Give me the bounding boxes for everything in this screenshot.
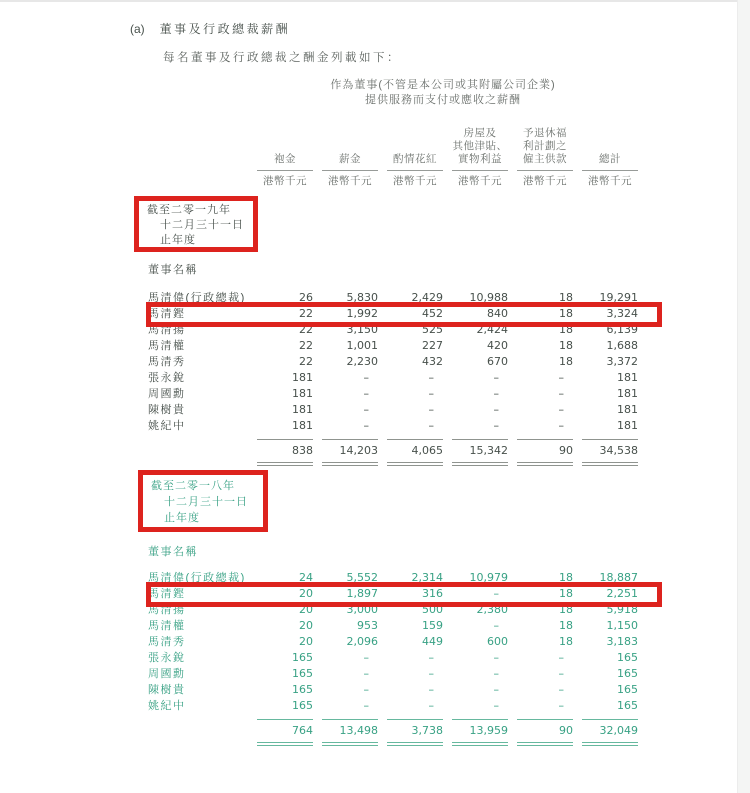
- value-cell: 165: [292, 651, 313, 664]
- value-cell: –: [558, 699, 564, 712]
- value-cell: 181: [292, 419, 313, 432]
- value-cell: 181: [617, 419, 638, 432]
- value-cell: 18,887: [599, 571, 638, 584]
- table-row: [148, 698, 638, 714]
- remuneration-table-2019: [148, 290, 638, 469]
- single-rule: [452, 719, 508, 720]
- remuneration-table-2018: [148, 570, 638, 749]
- single-rule: [517, 439, 573, 440]
- rule-cell: [573, 714, 638, 723]
- value-cell: 525: [422, 323, 443, 336]
- table-row: [148, 666, 638, 682]
- value-cell: 18: [559, 587, 573, 600]
- totals-rule-row: [148, 714, 638, 723]
- column-title-line: 其他津貼、: [452, 140, 508, 152]
- value-cell: 432: [422, 355, 443, 368]
- table-row: [148, 354, 638, 370]
- rule-cell: [378, 434, 443, 443]
- table-row: [148, 306, 638, 322]
- rule-cell: [313, 739, 378, 749]
- value-cell: 10,979: [469, 571, 508, 584]
- rule-cell: [248, 714, 313, 723]
- value-cell: 3,000: [346, 603, 378, 616]
- rule-cell: [573, 459, 638, 469]
- value-cell: 1,688: [606, 339, 638, 352]
- column-header: [508, 127, 573, 188]
- value-cell: –: [428, 651, 434, 664]
- rule-cell: [508, 739, 573, 749]
- table-row: [148, 386, 638, 402]
- value-cell: 670: [487, 355, 508, 368]
- value-cell: 600: [487, 635, 508, 648]
- value-cell: –: [558, 683, 564, 696]
- rule-cell: [443, 714, 508, 723]
- rule-cell: [508, 459, 573, 469]
- double-rule: [257, 742, 313, 746]
- value-cell: 24: [299, 571, 313, 584]
- column-header-box: [322, 153, 378, 188]
- total-cell: 838: [292, 444, 313, 457]
- value-cell: 181: [292, 371, 313, 384]
- value-cell: 165: [292, 699, 313, 712]
- value-cell: –: [558, 371, 564, 384]
- column-header-box: [257, 153, 313, 188]
- period-line: 十二月三十一日: [160, 219, 244, 231]
- rule-cell: [573, 434, 638, 443]
- period-line: 止年度: [160, 234, 196, 246]
- double-rule: [517, 462, 573, 466]
- section-label: (a): [130, 22, 145, 36]
- value-cell: 181: [292, 403, 313, 416]
- totals-spacer: [148, 723, 248, 739]
- value-cell: 18: [559, 339, 573, 352]
- value-cell: 20: [299, 619, 313, 632]
- value-cell: 18: [559, 619, 573, 632]
- director-name: 馬清揚: [148, 604, 186, 616]
- rule-cell: [378, 739, 443, 749]
- column-header-box: [387, 153, 443, 188]
- rule-cell: [508, 714, 573, 723]
- rule-cell: [313, 434, 378, 443]
- rule-cell: [248, 739, 313, 749]
- column-header: [378, 153, 443, 188]
- value-cell: 18: [559, 291, 573, 304]
- value-cell: –: [493, 371, 499, 384]
- value-cell: 3,183: [606, 635, 638, 648]
- table-row: [148, 322, 638, 338]
- director-name: 張永銳: [148, 372, 186, 384]
- value-cell: 20: [299, 587, 313, 600]
- value-cell: –: [493, 699, 499, 712]
- value-cell: 165: [617, 699, 638, 712]
- value-cell: –: [558, 667, 564, 680]
- single-rule: [517, 719, 573, 720]
- value-cell: 2,251: [606, 587, 638, 600]
- column-header-box: [452, 127, 508, 188]
- single-rule: [257, 439, 313, 440]
- value-cell: 181: [292, 387, 313, 400]
- rule-cell: [313, 459, 378, 469]
- value-cell: –: [493, 419, 499, 432]
- rule-cell: [248, 459, 313, 469]
- value-cell: 18: [559, 635, 573, 648]
- value-cell: 22: [299, 355, 313, 368]
- value-cell: –: [428, 667, 434, 680]
- double-rule-row: [148, 459, 638, 469]
- director-name: 馬清鏗: [148, 308, 186, 320]
- value-cell: 2,096: [346, 635, 378, 648]
- value-cell: –: [428, 683, 434, 696]
- value-cell: 165: [617, 651, 638, 664]
- value-cell: 5,830: [346, 291, 378, 304]
- period-line: 截至二零一八年: [151, 480, 235, 492]
- column-title-line: 總計: [599, 153, 621, 165]
- value-cell: –: [558, 419, 564, 432]
- value-cell: 227: [422, 339, 443, 352]
- section-heading: [130, 20, 290, 37]
- double-rule: [452, 462, 508, 466]
- value-cell: –: [493, 683, 499, 696]
- value-cell: 1,897: [346, 587, 378, 600]
- rule-cell: [443, 434, 508, 443]
- value-cell: –: [363, 419, 369, 432]
- value-cell: 20: [299, 603, 313, 616]
- table-row: [148, 290, 638, 306]
- value-cell: –: [558, 403, 564, 416]
- highlight-box-period-2019: [134, 196, 258, 252]
- double-rule: [257, 462, 313, 466]
- value-cell: 26: [299, 291, 313, 304]
- value-cell: 3,324: [606, 307, 638, 320]
- value-cell: 953: [357, 619, 378, 632]
- column-title-line: 利計劃之: [523, 140, 567, 152]
- double-rule: [582, 742, 638, 746]
- single-rule: [387, 719, 443, 720]
- value-cell: 3,150: [346, 323, 378, 336]
- column-title-line: 僱主供款: [523, 153, 567, 165]
- total-cell: 15,342: [469, 444, 508, 457]
- total-cell: 3,738: [411, 724, 443, 737]
- director-name: 馬清秀: [148, 356, 186, 368]
- value-cell: 165: [617, 683, 638, 696]
- table-row: [148, 370, 638, 386]
- total-cell: 90: [559, 724, 573, 737]
- rule-cell: [443, 739, 508, 749]
- rule-cell: [378, 714, 443, 723]
- totals-spacer: [148, 443, 248, 459]
- single-rule: [582, 439, 638, 440]
- value-cell: –: [493, 651, 499, 664]
- value-cell: –: [363, 683, 369, 696]
- super-header-line1: 作為董事(不管是本公司或其附屬公司企業): [330, 79, 556, 91]
- value-cell: 500: [422, 603, 443, 616]
- table-row: [148, 650, 638, 666]
- director-name: 姚紀中: [148, 700, 186, 712]
- value-cell: –: [363, 651, 369, 664]
- value-cell: 840: [487, 307, 508, 320]
- director-name: 陳樹貴: [148, 404, 186, 416]
- column-title-line: 實物利益: [458, 153, 502, 165]
- value-cell: –: [558, 651, 564, 664]
- total-cell: 34,538: [599, 444, 638, 457]
- double-rule: [322, 742, 378, 746]
- table-row: [148, 602, 638, 618]
- column-title-line: 薪金: [339, 153, 361, 165]
- total-cell: 90: [559, 444, 573, 457]
- column-header-box: [582, 153, 638, 188]
- total-cell: 14,203: [339, 444, 378, 457]
- value-cell: –: [428, 403, 434, 416]
- totals-row: [148, 723, 638, 739]
- value-cell: 2,380: [476, 603, 508, 616]
- value-cell: 1,150: [606, 619, 638, 632]
- value-cell: 19,291: [599, 291, 638, 304]
- rule-cell: [508, 434, 573, 443]
- column-unit: 港幣千元: [582, 170, 638, 188]
- value-cell: –: [493, 587, 499, 600]
- column-title-line: 酌情花紅: [393, 153, 437, 165]
- column-unit: 港幣千元: [257, 170, 313, 188]
- column-title-line: 予退休福: [523, 127, 567, 139]
- double-rule: [387, 462, 443, 466]
- totals-rule-row: [148, 434, 638, 443]
- column-title-line: 房屋及: [463, 127, 497, 139]
- column-header: [573, 153, 638, 188]
- rule-cell: [573, 739, 638, 749]
- period-line: 止年度: [164, 512, 200, 524]
- table-row: [148, 570, 638, 586]
- value-cell: 18: [559, 603, 573, 616]
- single-rule: [582, 719, 638, 720]
- director-name: 周國勳: [148, 388, 186, 400]
- value-cell: 18: [559, 571, 573, 584]
- total-cell: 13,498: [339, 724, 378, 737]
- double-rule: [582, 462, 638, 466]
- section-title: 董事及行政總裁薪酬: [159, 22, 291, 36]
- rule-spacer: [148, 459, 248, 469]
- value-cell: –: [428, 419, 434, 432]
- value-cell: 181: [617, 387, 638, 400]
- total-cell: 4,065: [411, 444, 443, 457]
- value-cell: 449: [422, 635, 443, 648]
- value-cell: 165: [292, 683, 313, 696]
- value-cell: 5,552: [346, 571, 378, 584]
- double-rule: [387, 742, 443, 746]
- value-cell: –: [558, 387, 564, 400]
- value-cell: 20: [299, 635, 313, 648]
- value-cell: –: [493, 387, 499, 400]
- value-cell: 2,314: [411, 571, 443, 584]
- single-rule: [257, 719, 313, 720]
- directors-label-2019: 董事名稱: [148, 264, 198, 276]
- value-cell: 5,918: [606, 603, 638, 616]
- director-name: 姚紀中: [148, 420, 186, 432]
- value-cell: 18: [559, 323, 573, 336]
- rule-cell: [248, 434, 313, 443]
- table-super-header: [248, 78, 638, 108]
- column-header-box: [517, 127, 573, 188]
- value-cell: 2,230: [346, 355, 378, 368]
- column-unit: 港幣千元: [387, 170, 443, 188]
- director-name: 陳樹貴: [148, 684, 186, 696]
- single-rule: [452, 439, 508, 440]
- value-cell: 22: [299, 307, 313, 320]
- value-cell: 420: [487, 339, 508, 352]
- value-cell: –: [363, 371, 369, 384]
- value-cell: –: [493, 619, 499, 632]
- total-cell: 13,959: [469, 724, 508, 737]
- value-cell: 316: [422, 587, 443, 600]
- value-cell: –: [428, 699, 434, 712]
- value-cell: 181: [617, 403, 638, 416]
- value-cell: 1,001: [346, 339, 378, 352]
- value-cell: –: [363, 699, 369, 712]
- column-unit: 港幣千元: [452, 170, 508, 188]
- value-cell: 159: [422, 619, 443, 632]
- column-unit: 港幣千元: [517, 170, 573, 188]
- page-right-margin: [737, 0, 750, 793]
- value-cell: 10,988: [469, 291, 508, 304]
- value-cell: –: [363, 667, 369, 680]
- director-name: 馬清偉(行政總裁): [148, 572, 246, 584]
- double-rule: [322, 462, 378, 466]
- value-cell: 1,992: [346, 307, 378, 320]
- value-cell: 6,139: [606, 323, 638, 336]
- value-cell: 3,372: [606, 355, 638, 368]
- director-name: 周國勳: [148, 668, 186, 680]
- rule-cell: [443, 459, 508, 469]
- single-rule: [322, 439, 378, 440]
- value-cell: 22: [299, 339, 313, 352]
- column-headers: [148, 118, 638, 188]
- director-name: 馬清權: [148, 620, 186, 632]
- value-cell: –: [428, 371, 434, 384]
- value-cell: 22: [299, 323, 313, 336]
- table-row: [148, 586, 638, 602]
- period-line: 截至二零一九年: [147, 204, 231, 216]
- rule-spacer: [148, 739, 248, 749]
- rule-spacer: [148, 434, 248, 443]
- value-cell: 2,429: [411, 291, 443, 304]
- value-cell: –: [363, 403, 369, 416]
- director-name: 馬清揚: [148, 324, 186, 336]
- value-cell: 165: [292, 667, 313, 680]
- column-header: [313, 153, 378, 188]
- value-cell: 452: [422, 307, 443, 320]
- column-header: [248, 153, 313, 188]
- value-cell: 181: [617, 371, 638, 384]
- single-rule: [322, 719, 378, 720]
- double-rule-row: [148, 739, 638, 749]
- value-cell: –: [428, 387, 434, 400]
- directors-label-2018: 董事名稱: [148, 546, 198, 558]
- value-cell: 165: [617, 667, 638, 680]
- value-cell: –: [363, 387, 369, 400]
- double-rule: [452, 742, 508, 746]
- director-name: 馬清偉(行政總裁): [148, 292, 246, 304]
- total-cell: 764: [292, 724, 313, 737]
- period-line: 十二月三十一日: [164, 496, 248, 508]
- totals-row: [148, 443, 638, 459]
- total-cell: 32,049: [599, 724, 638, 737]
- table-row: [148, 402, 638, 418]
- column-title-line: 袍金: [274, 153, 296, 165]
- director-name: 張永銳: [148, 652, 186, 664]
- table-row: [148, 682, 638, 698]
- value-cell: –: [493, 403, 499, 416]
- value-cell: –: [493, 667, 499, 680]
- director-name: 馬清鏗: [148, 588, 186, 600]
- section-subtitle: 每名董事及行政總裁之酬金列載如下：: [163, 52, 401, 64]
- super-header-line2: 提供服務而支付或應收之薪酬: [365, 94, 521, 106]
- highlight-box-period-2018: [138, 470, 268, 532]
- column-unit: 港幣千元: [322, 170, 378, 188]
- director-name: 馬清權: [148, 340, 186, 352]
- table-row: [148, 418, 638, 434]
- double-rule: [517, 742, 573, 746]
- table-row: [148, 634, 638, 650]
- table-row: [148, 618, 638, 634]
- rule-spacer: [148, 714, 248, 723]
- page-top-edge: [0, 0, 750, 2]
- rule-cell: [313, 714, 378, 723]
- table-row: [148, 338, 638, 354]
- value-cell: 18: [559, 355, 573, 368]
- single-rule: [387, 439, 443, 440]
- column-header: [443, 127, 508, 188]
- rule-cell: [378, 459, 443, 469]
- value-cell: 18: [559, 307, 573, 320]
- value-cell: 2,424: [476, 323, 508, 336]
- director-name: 馬清秀: [148, 636, 186, 648]
